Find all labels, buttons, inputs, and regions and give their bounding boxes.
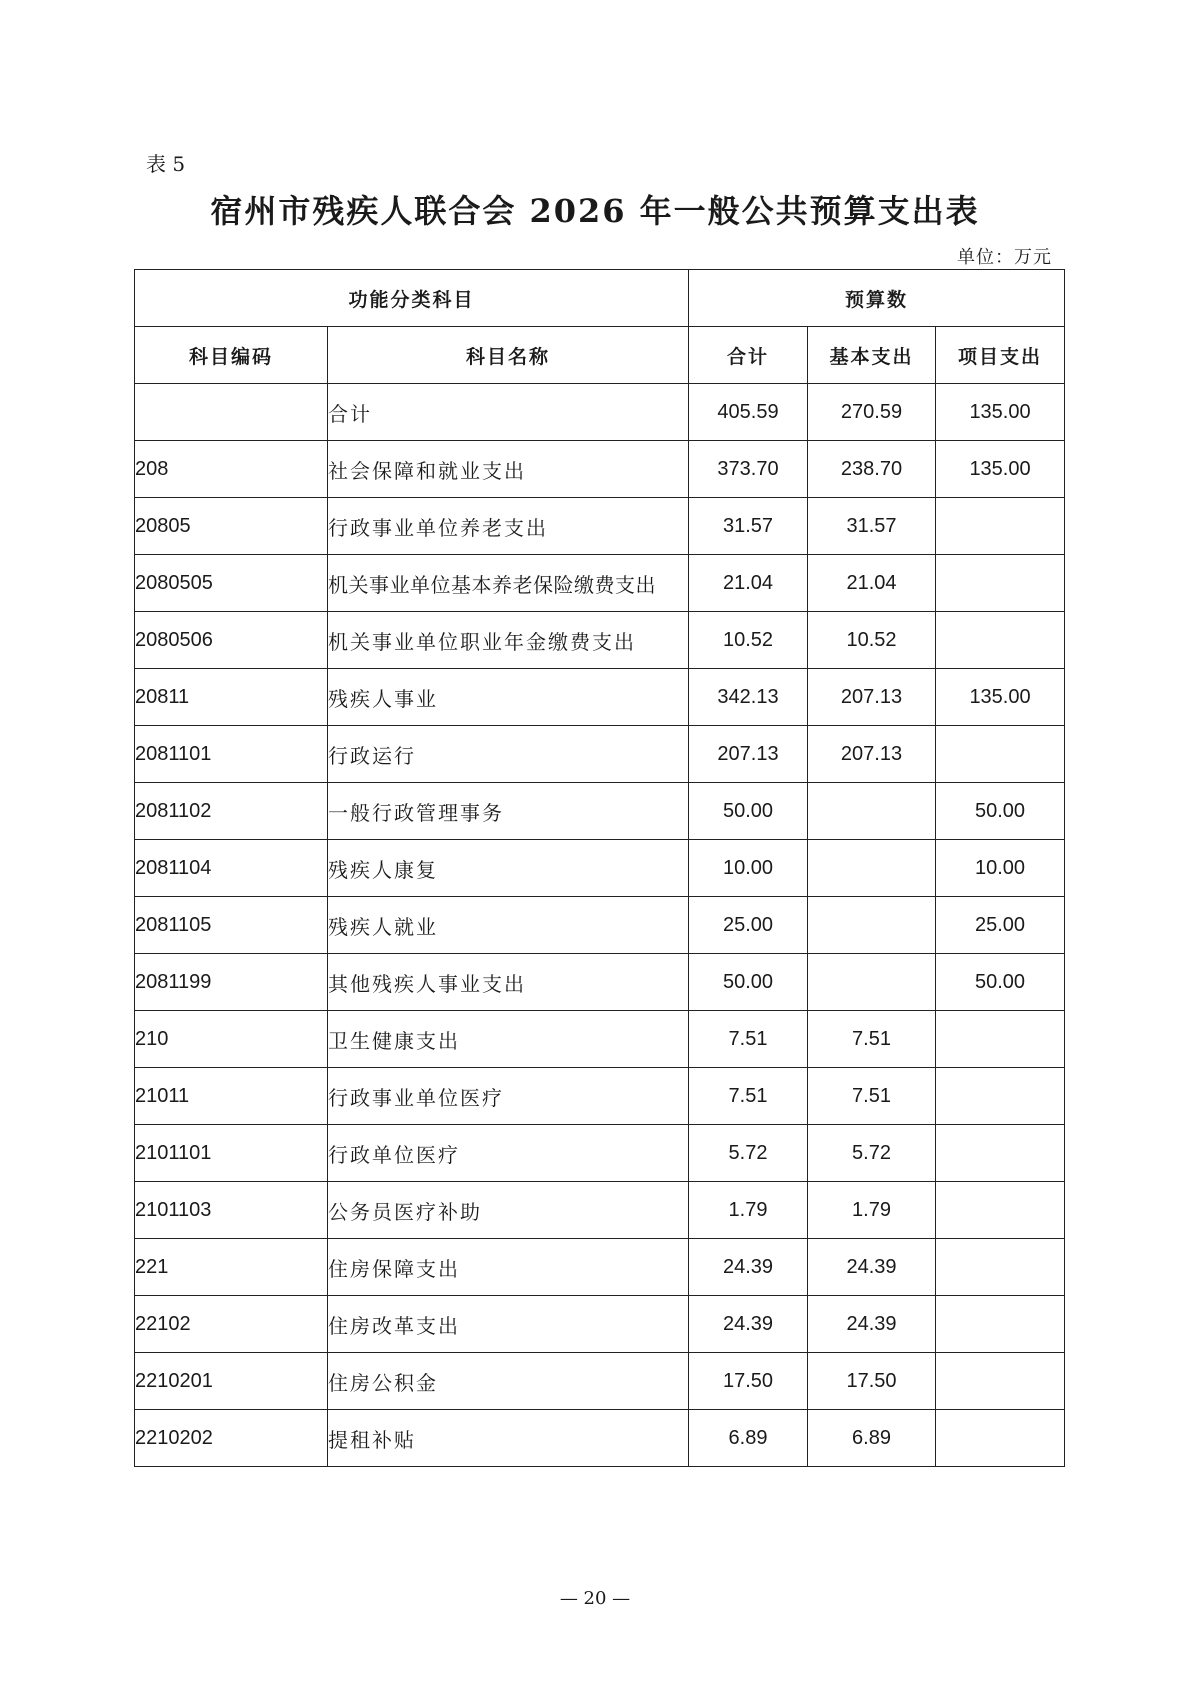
cell-name: 机关事业单位职业年金缴费支出 bbox=[328, 612, 689, 669]
cell-total: 50.00 bbox=[689, 783, 808, 840]
cell-name: 一般行政管理事务 bbox=[328, 783, 689, 840]
table-row bbox=[135, 783, 1065, 840]
cell-basic: 5.72 bbox=[808, 1125, 936, 1182]
cell-code: 2210201 bbox=[135, 1353, 328, 1410]
group-header-row bbox=[135, 270, 1065, 327]
cell-project: 135.00 bbox=[936, 669, 1065, 726]
cell-basic bbox=[808, 897, 936, 954]
cell-name: 行政运行 bbox=[328, 726, 689, 783]
table-row bbox=[135, 954, 1065, 1011]
cell-project bbox=[936, 1239, 1065, 1296]
cell-basic: 17.50 bbox=[808, 1353, 936, 1410]
cell-code: 22102 bbox=[135, 1296, 328, 1353]
table-row bbox=[135, 1410, 1065, 1467]
cell-total: 50.00 bbox=[689, 954, 808, 1011]
page-number: — 20 — bbox=[559, 1588, 631, 1609]
table-row bbox=[135, 1125, 1065, 1182]
cell-basic bbox=[808, 840, 936, 897]
cell-name: 公务员医疗补助 bbox=[328, 1182, 689, 1239]
cell-name: 残疾人事业 bbox=[328, 669, 689, 726]
cell-project: 10.00 bbox=[936, 840, 1065, 897]
cell-basic bbox=[808, 783, 936, 840]
cell-project: 50.00 bbox=[936, 783, 1065, 840]
cell-project: 50.00 bbox=[936, 954, 1065, 1011]
cell-total: 5.72 bbox=[689, 1125, 808, 1182]
cell-code: 2080506 bbox=[135, 612, 328, 669]
cell-basic: 21.04 bbox=[808, 555, 936, 612]
column-header-name: 科目名称 bbox=[328, 327, 689, 384]
cell-project bbox=[936, 498, 1065, 555]
cell-name: 住房公积金 bbox=[328, 1353, 689, 1410]
cell-project bbox=[936, 1011, 1065, 1068]
table-row bbox=[135, 726, 1065, 783]
cell-total: 6.89 bbox=[689, 1410, 808, 1467]
cell-total: 25.00 bbox=[689, 897, 808, 954]
column-header-code: 科目编码 bbox=[135, 327, 328, 384]
cell-code: 20811 bbox=[135, 669, 328, 726]
cell-project: 135.00 bbox=[936, 384, 1065, 441]
cell-total: 342.13 bbox=[689, 669, 808, 726]
cell-basic: 207.13 bbox=[808, 726, 936, 783]
cell-total: 373.70 bbox=[689, 441, 808, 498]
cell-code: 20805 bbox=[135, 498, 328, 555]
cell-code: 2080505 bbox=[135, 555, 328, 612]
table-row bbox=[135, 555, 1065, 612]
cell-total: 17.50 bbox=[689, 1353, 808, 1410]
cell-code: 2081105 bbox=[135, 897, 328, 954]
cell-project: 135.00 bbox=[936, 441, 1065, 498]
cell-code: 21011 bbox=[135, 1068, 328, 1125]
table-row bbox=[135, 1182, 1065, 1239]
cell-name: 行政事业单位医疗 bbox=[328, 1068, 689, 1125]
table-row bbox=[135, 1011, 1065, 1068]
cell-project bbox=[936, 555, 1065, 612]
cell-project bbox=[936, 1353, 1065, 1410]
column-header-basic: 基本支出 bbox=[808, 327, 936, 384]
cell-code: 221 bbox=[135, 1239, 328, 1296]
cell-project: 25.00 bbox=[936, 897, 1065, 954]
cell-name: 住房保障支出 bbox=[328, 1239, 689, 1296]
cell-project bbox=[936, 1296, 1065, 1353]
cell-basic: 7.51 bbox=[808, 1011, 936, 1068]
column-header-total: 合计 bbox=[689, 327, 808, 384]
cell-basic: 6.89 bbox=[808, 1410, 936, 1467]
column-header-row bbox=[135, 327, 1065, 384]
cell-code: 2081199 bbox=[135, 954, 328, 1011]
cell-basic: 7.51 bbox=[808, 1068, 936, 1125]
group-header-function: 功能分类科目 bbox=[135, 270, 689, 327]
cell-total: 21.04 bbox=[689, 555, 808, 612]
table-row bbox=[135, 1068, 1065, 1125]
budget-table bbox=[134, 269, 1065, 1467]
group-header-budget: 预算数 bbox=[689, 270, 1065, 327]
cell-total: 10.52 bbox=[689, 612, 808, 669]
cell-name: 卫生健康支出 bbox=[328, 1011, 689, 1068]
cell-code: 208 bbox=[135, 441, 328, 498]
column-header-project: 项目支出 bbox=[936, 327, 1065, 384]
cell-total: 207.13 bbox=[689, 726, 808, 783]
cell-total: 31.57 bbox=[689, 498, 808, 555]
cell-code: 2081104 bbox=[135, 840, 328, 897]
table-row bbox=[135, 498, 1065, 555]
cell-name: 残疾人就业 bbox=[328, 897, 689, 954]
cell-project bbox=[936, 1410, 1065, 1467]
cell-name: 社会保障和就业支出 bbox=[328, 441, 689, 498]
table-row bbox=[135, 612, 1065, 669]
cell-name: 行政事业单位养老支出 bbox=[328, 498, 689, 555]
table-label: 表 5 bbox=[146, 152, 186, 176]
cell-project bbox=[936, 1182, 1065, 1239]
cell-project bbox=[936, 612, 1065, 669]
cell-total: 7.51 bbox=[689, 1011, 808, 1068]
cell-project bbox=[936, 1068, 1065, 1125]
cell-total: 24.39 bbox=[689, 1296, 808, 1353]
cell-basic: 1.79 bbox=[808, 1182, 936, 1239]
cell-total: 7.51 bbox=[689, 1068, 808, 1125]
cell-code: 2210202 bbox=[135, 1410, 328, 1467]
cell-total: 24.39 bbox=[689, 1239, 808, 1296]
unit-label: 单位：万元 bbox=[957, 247, 1052, 268]
cell-total: 10.00 bbox=[689, 840, 808, 897]
cell-name: 行政单位医疗 bbox=[328, 1125, 689, 1182]
cell-total: 1.79 bbox=[689, 1182, 808, 1239]
cell-code: 210 bbox=[135, 1011, 328, 1068]
cell-project bbox=[936, 726, 1065, 783]
cell-basic: 207.13 bbox=[808, 669, 936, 726]
table-row bbox=[135, 1296, 1065, 1353]
cell-name: 残疾人康复 bbox=[328, 840, 689, 897]
table-row bbox=[135, 897, 1065, 954]
cell-total: 405.59 bbox=[689, 384, 808, 441]
cell-basic: 24.39 bbox=[808, 1239, 936, 1296]
table-row bbox=[135, 1353, 1065, 1410]
cell-basic: 24.39 bbox=[808, 1296, 936, 1353]
cell-code bbox=[135, 384, 328, 441]
page-title: 宿州市残疾人联合会 2026 年一般公共预算支出表 bbox=[210, 192, 980, 230]
cell-basic: 238.70 bbox=[808, 441, 936, 498]
cell-basic: 10.52 bbox=[808, 612, 936, 669]
cell-basic: 270.59 bbox=[808, 384, 936, 441]
cell-name: 机关事业单位基本养老保险缴费支出 bbox=[328, 555, 689, 612]
table-row bbox=[135, 1239, 1065, 1296]
table-row bbox=[135, 441, 1065, 498]
table-row bbox=[135, 384, 1065, 441]
cell-name: 住房改革支出 bbox=[328, 1296, 689, 1353]
cell-code: 2101103 bbox=[135, 1182, 328, 1239]
cell-code: 2101101 bbox=[135, 1125, 328, 1182]
cell-code: 2081101 bbox=[135, 726, 328, 783]
table-row bbox=[135, 669, 1065, 726]
cell-name: 合计 bbox=[328, 384, 689, 441]
cell-basic: 31.57 bbox=[808, 498, 936, 555]
cell-project bbox=[936, 1125, 1065, 1182]
table-row bbox=[135, 840, 1065, 897]
cell-basic bbox=[808, 954, 936, 1011]
cell-name: 提租补贴 bbox=[328, 1410, 689, 1467]
cell-name: 其他残疾人事业支出 bbox=[328, 954, 689, 1011]
cell-code: 2081102 bbox=[135, 783, 328, 840]
